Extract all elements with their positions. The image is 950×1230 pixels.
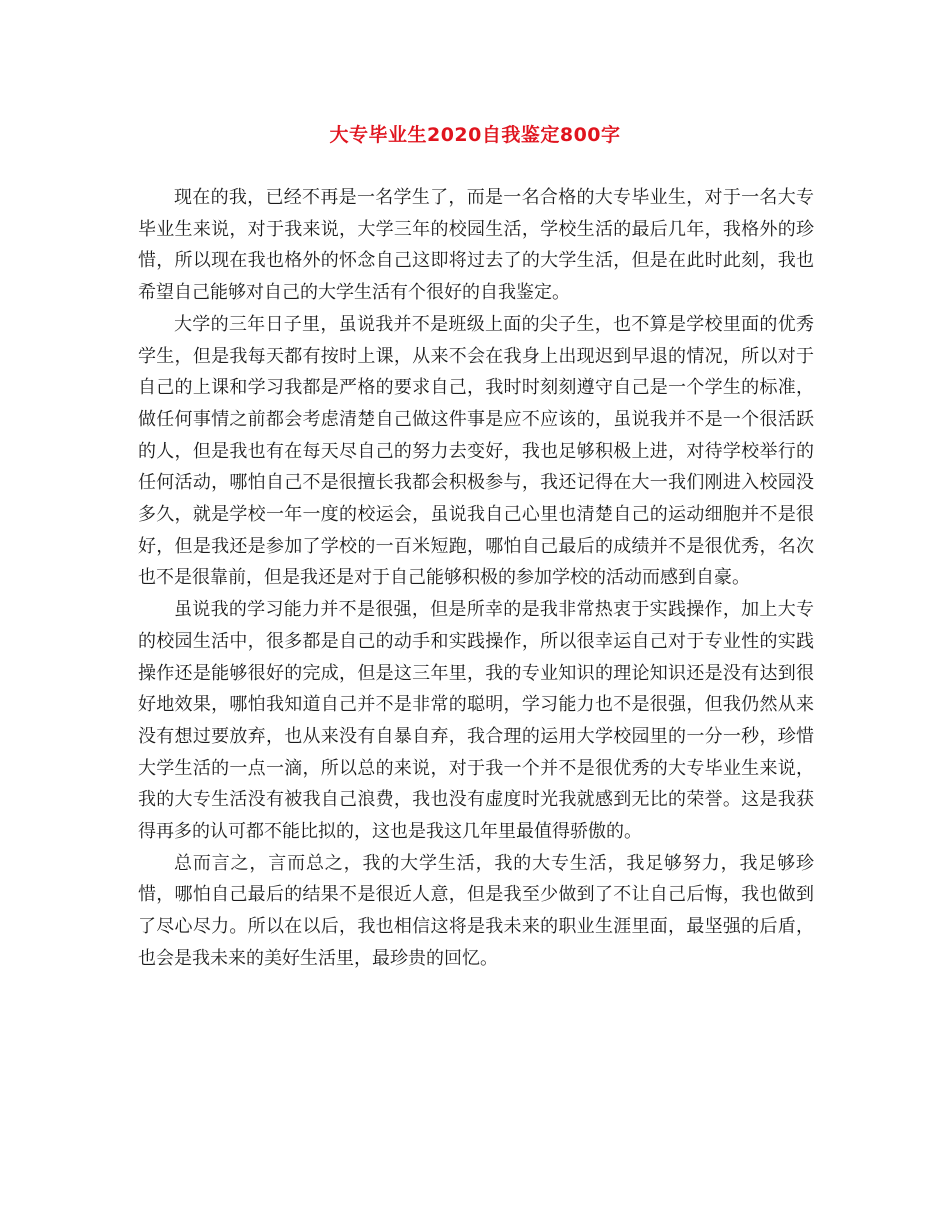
paragraph-1: 现在的我，已经不再是一名学生了，而是一名合格的大专毕业生，对于一名大专毕业生来说，对于我来说，大学三年的校园生活，学校生活的最后几年，我格外的珍惜，所以现在我也格外的怀念自己这即将过去了的大学生活，但是在此时此刻，我也希望自己能够对自己的大学生活有个很好的自我鉴定。 bbox=[138, 187, 814, 304]
document-title: 大专毕业生2020自我鉴定800字 bbox=[329, 124, 621, 146]
paragraph-2: 大学的三年日子里，虽说我并不是班级上面的尖子生，也不算是学校里面的优秀学生，但是我每天都有按时上课，从来不会在我身上出现迟到早退的情况，所以对于自己的上课和学习我都是严格的要求自己，我时时刻刻遵守自己是一个学生的标准，做任何事情之前都会考虑清楚自己做这件事是应不应该的，虽说我并不是一个很活跃的人，但是我也有在每天尽自己的努力去变好，我也足够积极上进，对待学校举行的任何活动，哪怕自己不是很擅长我都会积极参与，我还记得在大一我们刚进入校园没多久，就是学校一年一度的校运会，虽说我自己心里也清楚自己的运动细胞并不是很好，但是我还是参加了学校的一百米短跑，哪怕自己最后的成绩并不是很优秀，名次也不是很靠前，但是我还是对于自己能够积极的参加学校的活动而感到自豪。 bbox=[138, 313, 814, 589]
paragraph-3: 虽说我的学习能力并不是很强，但是所幸的是我非常热衷于实践操作，加上大专的校园生活中，很多都是自己的动手和实践操作，所以很幸运自己对于专业性的实践操作还是能够很好的完成，但是这三年里，我的专业知识的理论知识还是没有达到很好地效果，哪怕我知道自己并不是非常的聪明，学习能力也不是很强，但我仍然从来没有想过要放弃，也从来没有自暴自弃，我合理的运用大学校园里的一分一秒，珍惜大学生活的一点一滴，所以总的来说，对于我一个并不是很优秀的大专毕业生来说，我的大专生活没有被我自己浪费，我也没有虚度时光我就感到无比的荣誉。这是我获得再多的认可都不能比拟的，这也是我这几年里最值得骄傲的。 bbox=[138, 599, 814, 843]
paragraph-4: 总而言之，言而总之，我的大学生活，我的大专生活，我足够努力，我足够珍惜，哪怕自己最后的结果不是很近人意，但是我至少做到了不让自己后悔，我也做到了尽心尽力。所以在以后，我也相信这将是我未来的职业生涯里面，最坚强的后盾，也会是我未来的美好生活里，最珍贵的回忆。 bbox=[138, 852, 814, 969]
document-body bbox=[138, 182, 814, 975]
